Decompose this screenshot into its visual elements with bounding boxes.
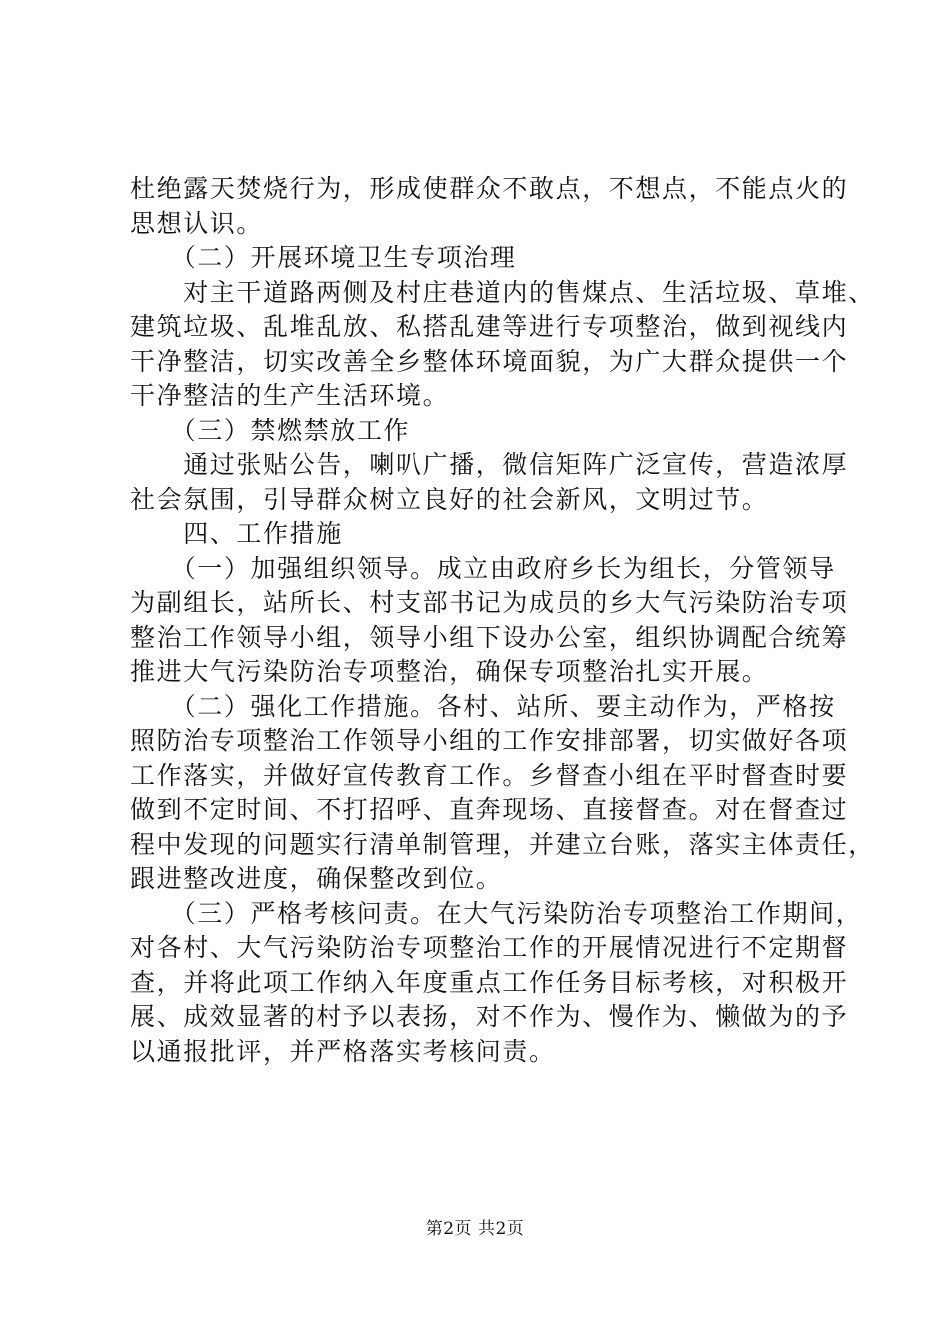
text-line: 查，并将此项工作纳入年度重点工作任务目标考核，对积极开 bbox=[130, 967, 849, 997]
text-line: 干净整洁，切实改善全乡整体环境面貌，为广大群众提供一个 bbox=[130, 346, 849, 376]
page-number-footer: 第2页 共2页 bbox=[425, 1219, 525, 1239]
text-line: 对主干道路两侧及村庄巷道内的售煤点、生活垃圾、草堆、 bbox=[130, 277, 875, 307]
text-line: 社会氛围，引导群众树立良好的社会新风，文明过节。 bbox=[130, 484, 769, 514]
text-line: 杜绝露天焚烧行为，形成使群众不敢点，不想点，不能点火的 bbox=[130, 174, 849, 203]
text-line: 建筑垃圾、乱堆乱放、私搭乱建等进行专项整治，做到视线内 bbox=[130, 312, 849, 341]
text-line: （三）严格考核问责。在大气污染防治专项整治工作期间， bbox=[130, 898, 863, 928]
section-heading: 四、工作措施 bbox=[130, 519, 343, 548]
text-line: 整治工作领导小组，领导小组下设办公室，组织协调配合统筹 bbox=[130, 622, 849, 652]
text-line: 以通报批评，并严格落实考核问责。 bbox=[130, 1036, 556, 1066]
text-line: 展、成效显著的村予以表扬，对不作为、慢作为、懒做为的予 bbox=[130, 1002, 849, 1031]
text-line: 为副组长，站所长、村支部书记为成员的乡大气污染防治专项 bbox=[130, 588, 849, 617]
section-heading: （二）开展环境卫生专项治理 bbox=[130, 243, 517, 272]
text-line: 工作落实，并做好宣传教育工作。乡督查小组在平时督查时要 bbox=[130, 760, 849, 790]
text-line: 做到不定时间、不打招呼、直奔现场、直接督查。对在督查过 bbox=[130, 795, 849, 824]
text-line: 通过张贴公告，喇叭广播，微信矩阵广泛宣传，营造浓厚 bbox=[130, 450, 849, 479]
text-line: 思想认识。 bbox=[130, 208, 264, 238]
text-line: 对各村、大气污染防治专项整治工作的开展情况进行不定期督 bbox=[130, 933, 849, 962]
text-line: 跟进整改进度，确保整改到位。 bbox=[130, 864, 503, 893]
text-line: （一）加强组织领导。成立由政府乡长为组长，分管领导 bbox=[130, 553, 836, 583]
document-body bbox=[130, 172, 875, 1069]
text-line: （二）强化工作措施。各村、站所、要主动作为，严格按 bbox=[130, 691, 836, 721]
text-line: 程中发现的问题实行清单制管理，并建立台账，落实主体责任， bbox=[130, 829, 875, 859]
section-heading: （三）禁燃禁放工作 bbox=[130, 415, 411, 445]
text-line: 干净整洁的生产生活环境。 bbox=[130, 381, 450, 410]
text-line: 照防治专项整治工作领导小组的工作安排部署，切实做好各项 bbox=[130, 726, 849, 755]
text-line: 推进大气污染防治专项整治，确保专项整治扎实开展。 bbox=[130, 657, 769, 686]
